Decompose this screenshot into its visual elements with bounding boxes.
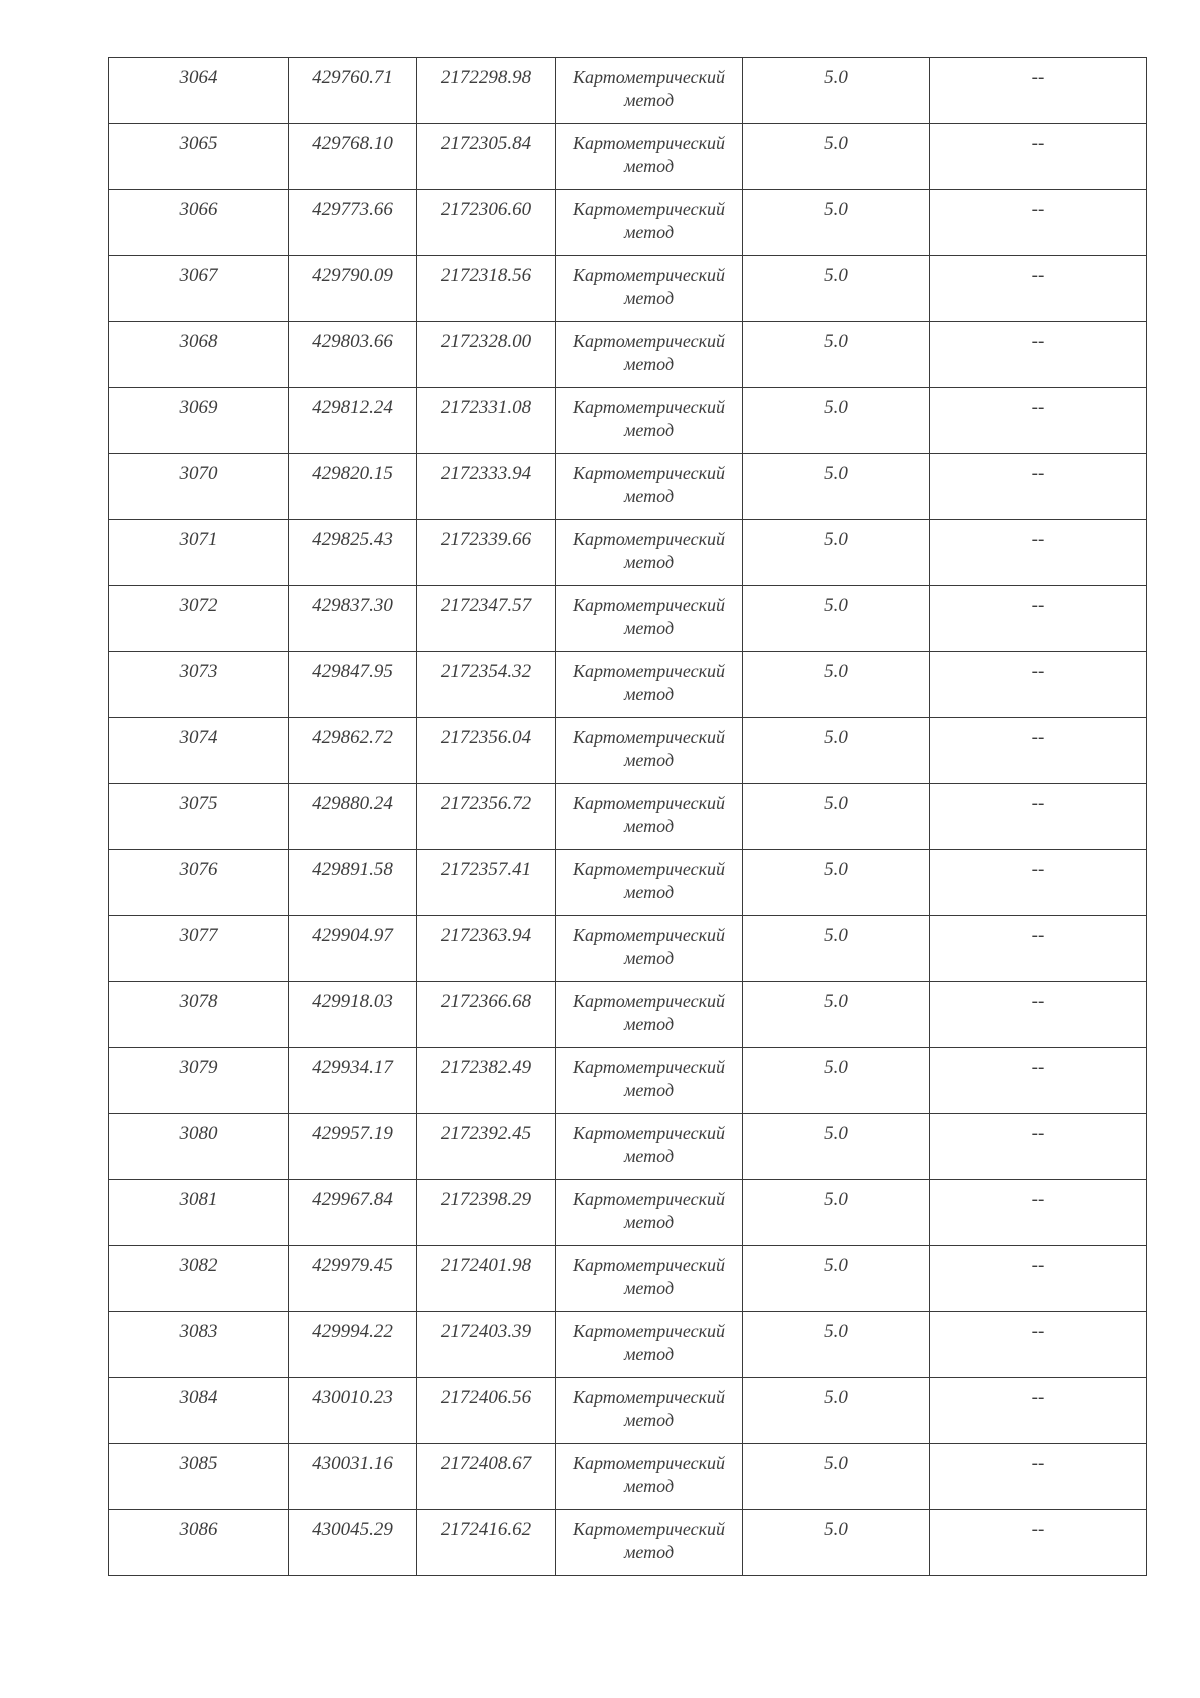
method-cell [556, 124, 743, 190]
note-cell: -- [930, 388, 1147, 454]
point-number-cell: 3074 [109, 718, 289, 784]
method-cell [556, 256, 743, 322]
method-cell [556, 1444, 743, 1510]
method-cell [556, 718, 743, 784]
method-line-1: Картометрический [572, 925, 725, 945]
method-line-1: Картометрический [572, 1123, 725, 1143]
x-coordinate-cell: 429891.58 [289, 850, 417, 916]
x-coordinate-cell: 429847.95 [289, 652, 417, 718]
point-number-cell: 3078 [109, 982, 289, 1048]
accuracy-cell: 5.0 [743, 1246, 930, 1312]
note-cell: -- [930, 1312, 1147, 1378]
method-cell [556, 388, 743, 454]
method-line-1: Картометрический [572, 793, 725, 813]
y-coordinate-cell: 2172347.57 [417, 586, 556, 652]
method-line-1: Картометрический [572, 1321, 725, 1341]
table-row [109, 1444, 1147, 1510]
note-cell: -- [930, 1378, 1147, 1444]
table-row [109, 58, 1147, 124]
y-coordinate-cell: 2172416.62 [417, 1510, 556, 1576]
note-cell: -- [930, 58, 1147, 124]
x-coordinate-cell: 429918.03 [289, 982, 417, 1048]
method-line-2: метод [623, 1410, 675, 1430]
point-number-cell: 3079 [109, 1048, 289, 1114]
method-line-2: метод [623, 684, 675, 704]
y-coordinate-cell: 2172392.45 [417, 1114, 556, 1180]
method-line-1: Картометрический [572, 1057, 725, 1077]
x-coordinate-cell: 429773.66 [289, 190, 417, 256]
accuracy-cell: 5.0 [743, 454, 930, 520]
x-coordinate-cell: 429790.09 [289, 256, 417, 322]
method-cell [556, 58, 743, 124]
y-coordinate-cell: 2172305.84 [417, 124, 556, 190]
table-row [109, 916, 1147, 982]
accuracy-cell: 5.0 [743, 520, 930, 586]
point-number-cell: 3083 [109, 1312, 289, 1378]
method-cell [556, 1114, 743, 1180]
note-cell: -- [930, 1048, 1147, 1114]
note-cell: -- [930, 1180, 1147, 1246]
coordinates-table-body [109, 58, 1147, 1576]
table-row [109, 1312, 1147, 1378]
point-number-cell: 3069 [109, 388, 289, 454]
y-coordinate-cell: 2172382.49 [417, 1048, 556, 1114]
method-line-2: метод [623, 948, 675, 968]
note-cell: -- [930, 1114, 1147, 1180]
table-row [109, 454, 1147, 520]
point-number-cell: 3064 [109, 58, 289, 124]
method-cell [556, 520, 743, 586]
accuracy-cell: 5.0 [743, 1048, 930, 1114]
x-coordinate-cell: 429979.45 [289, 1246, 417, 1312]
method-line-1: Картометрический [572, 463, 725, 483]
method-line-2: метод [623, 1344, 675, 1364]
method-cell [556, 1312, 743, 1378]
point-number-cell: 3075 [109, 784, 289, 850]
x-coordinate-cell: 429812.24 [289, 388, 417, 454]
method-line-1: Картометрический [572, 661, 725, 681]
x-coordinate-cell: 430045.29 [289, 1510, 417, 1576]
accuracy-cell: 5.0 [743, 256, 930, 322]
method-cell [556, 586, 743, 652]
method-line-2: метод [623, 486, 675, 506]
note-cell: -- [930, 1444, 1147, 1510]
note-cell: -- [930, 322, 1147, 388]
method-cell [556, 1510, 743, 1576]
method-line-1: Картометрический [572, 331, 725, 351]
method-line-1: Картометрический [572, 529, 725, 549]
note-cell: -- [930, 718, 1147, 784]
method-cell [556, 784, 743, 850]
method-line-1: Картометрический [572, 859, 725, 879]
method-line-1: Картометрический [572, 991, 725, 1011]
method-cell [556, 1378, 743, 1444]
method-line-1: Картометрический [572, 727, 725, 747]
note-cell: -- [930, 190, 1147, 256]
method-line-2: метод [623, 882, 675, 902]
accuracy-cell: 5.0 [743, 652, 930, 718]
method-line-1: Картометрический [572, 595, 725, 615]
method-line-2: метод [623, 222, 675, 242]
note-cell: -- [930, 124, 1147, 190]
y-coordinate-cell: 2172354.32 [417, 652, 556, 718]
x-coordinate-cell: 429820.15 [289, 454, 417, 520]
method-line-1: Картометрический [572, 265, 725, 285]
method-line-2: метод [623, 420, 675, 440]
method-cell [556, 454, 743, 520]
y-coordinate-cell: 2172398.29 [417, 1180, 556, 1246]
y-coordinate-cell: 2172298.98 [417, 58, 556, 124]
x-coordinate-cell: 429760.71 [289, 58, 417, 124]
y-coordinate-cell: 2172306.60 [417, 190, 556, 256]
point-number-cell: 3080 [109, 1114, 289, 1180]
accuracy-cell: 5.0 [743, 58, 930, 124]
table-row [109, 586, 1147, 652]
accuracy-cell: 5.0 [743, 1114, 930, 1180]
accuracy-cell: 5.0 [743, 322, 930, 388]
method-line-1: Картометрический [572, 1189, 725, 1209]
method-line-2: метод [623, 354, 675, 374]
y-coordinate-cell: 2172318.56 [417, 256, 556, 322]
y-coordinate-cell: 2172333.94 [417, 454, 556, 520]
accuracy-cell: 5.0 [743, 1510, 930, 1576]
table-row [109, 1048, 1147, 1114]
accuracy-cell: 5.0 [743, 1444, 930, 1510]
method-cell [556, 322, 743, 388]
accuracy-cell: 5.0 [743, 388, 930, 454]
note-cell: -- [930, 454, 1147, 520]
accuracy-cell: 5.0 [743, 586, 930, 652]
method-cell [556, 652, 743, 718]
x-coordinate-cell: 429904.97 [289, 916, 417, 982]
coordinates-table [108, 57, 1147, 1576]
point-number-cell: 3067 [109, 256, 289, 322]
table-row [109, 1378, 1147, 1444]
accuracy-cell: 5.0 [743, 124, 930, 190]
method-line-1: Картометрический [572, 1453, 725, 1473]
point-number-cell: 3072 [109, 586, 289, 652]
method-line-2: метод [623, 1278, 675, 1298]
y-coordinate-cell: 2172363.94 [417, 916, 556, 982]
method-line-1: Картометрический [572, 1519, 725, 1539]
x-coordinate-cell: 429768.10 [289, 124, 417, 190]
method-line-2: метод [623, 1476, 675, 1496]
method-line-2: метод [623, 156, 675, 176]
point-number-cell: 3070 [109, 454, 289, 520]
y-coordinate-cell: 2172339.66 [417, 520, 556, 586]
y-coordinate-cell: 2172356.04 [417, 718, 556, 784]
table-row [109, 1180, 1147, 1246]
accuracy-cell: 5.0 [743, 190, 930, 256]
accuracy-cell: 5.0 [743, 1378, 930, 1444]
method-line-2: метод [623, 1542, 675, 1562]
note-cell: -- [930, 520, 1147, 586]
method-cell [556, 982, 743, 1048]
accuracy-cell: 5.0 [743, 1312, 930, 1378]
note-cell: -- [930, 586, 1147, 652]
point-number-cell: 3066 [109, 190, 289, 256]
table-row [109, 124, 1147, 190]
y-coordinate-cell: 2172406.56 [417, 1378, 556, 1444]
method-line-2: метод [623, 288, 675, 308]
x-coordinate-cell: 430010.23 [289, 1378, 417, 1444]
method-line-1: Картометрический [572, 397, 725, 417]
note-cell: -- [930, 850, 1147, 916]
method-line-1: Картометрический [572, 1387, 725, 1407]
note-cell: -- [930, 916, 1147, 982]
y-coordinate-cell: 2172331.08 [417, 388, 556, 454]
method-cell [556, 1246, 743, 1312]
table-row [109, 850, 1147, 916]
y-coordinate-cell: 2172357.41 [417, 850, 556, 916]
method-cell [556, 190, 743, 256]
x-coordinate-cell: 429967.84 [289, 1180, 417, 1246]
point-number-cell: 3081 [109, 1180, 289, 1246]
note-cell: -- [930, 1246, 1147, 1312]
point-number-cell: 3086 [109, 1510, 289, 1576]
note-cell: -- [930, 982, 1147, 1048]
accuracy-cell: 5.0 [743, 982, 930, 1048]
y-coordinate-cell: 2172403.39 [417, 1312, 556, 1378]
method-line-1: Картометрический [572, 67, 725, 87]
point-number-cell: 3084 [109, 1378, 289, 1444]
method-line-1: Картометрический [572, 133, 725, 153]
accuracy-cell: 5.0 [743, 784, 930, 850]
accuracy-cell: 5.0 [743, 850, 930, 916]
note-cell: -- [930, 256, 1147, 322]
table-row [109, 1114, 1147, 1180]
table-row [109, 256, 1147, 322]
method-line-2: метод [623, 1080, 675, 1100]
method-cell [556, 1048, 743, 1114]
accuracy-cell: 5.0 [743, 1180, 930, 1246]
table-row [109, 1246, 1147, 1312]
point-number-cell: 3065 [109, 124, 289, 190]
method-line-1: Картометрический [572, 199, 725, 219]
table-row [109, 1510, 1147, 1576]
table-row [109, 520, 1147, 586]
accuracy-cell: 5.0 [743, 718, 930, 784]
table-row [109, 652, 1147, 718]
note-cell: -- [930, 1510, 1147, 1576]
table-row [109, 388, 1147, 454]
method-cell [556, 916, 743, 982]
x-coordinate-cell: 429803.66 [289, 322, 417, 388]
point-number-cell: 3085 [109, 1444, 289, 1510]
method-line-2: метод [623, 618, 675, 638]
table-row [109, 982, 1147, 1048]
x-coordinate-cell: 429837.30 [289, 586, 417, 652]
x-coordinate-cell: 429880.24 [289, 784, 417, 850]
method-line-2: метод [623, 90, 675, 110]
x-coordinate-cell: 429825.43 [289, 520, 417, 586]
point-number-cell: 3068 [109, 322, 289, 388]
y-coordinate-cell: 2172401.98 [417, 1246, 556, 1312]
method-line-1: Картометрический [572, 1255, 725, 1275]
table-row [109, 190, 1147, 256]
point-number-cell: 3076 [109, 850, 289, 916]
method-line-2: метод [623, 552, 675, 572]
method-cell [556, 850, 743, 916]
x-coordinate-cell: 430031.16 [289, 1444, 417, 1510]
accuracy-cell: 5.0 [743, 916, 930, 982]
y-coordinate-cell: 2172356.72 [417, 784, 556, 850]
point-number-cell: 3073 [109, 652, 289, 718]
note-cell: -- [930, 784, 1147, 850]
table-row [109, 718, 1147, 784]
note-cell: -- [930, 652, 1147, 718]
table-row [109, 784, 1147, 850]
point-number-cell: 3082 [109, 1246, 289, 1312]
x-coordinate-cell: 429957.19 [289, 1114, 417, 1180]
method-line-2: метод [623, 816, 675, 836]
method-line-2: метод [623, 1212, 675, 1232]
x-coordinate-cell: 429862.72 [289, 718, 417, 784]
table-row [109, 322, 1147, 388]
x-coordinate-cell: 429994.22 [289, 1312, 417, 1378]
y-coordinate-cell: 2172366.68 [417, 982, 556, 1048]
method-line-2: метод [623, 750, 675, 770]
point-number-cell: 3077 [109, 916, 289, 982]
method-line-2: метод [623, 1146, 675, 1166]
point-number-cell: 3071 [109, 520, 289, 586]
x-coordinate-cell: 429934.17 [289, 1048, 417, 1114]
y-coordinate-cell: 2172408.67 [417, 1444, 556, 1510]
method-cell [556, 1180, 743, 1246]
method-line-2: метод [623, 1014, 675, 1034]
y-coordinate-cell: 2172328.00 [417, 322, 556, 388]
